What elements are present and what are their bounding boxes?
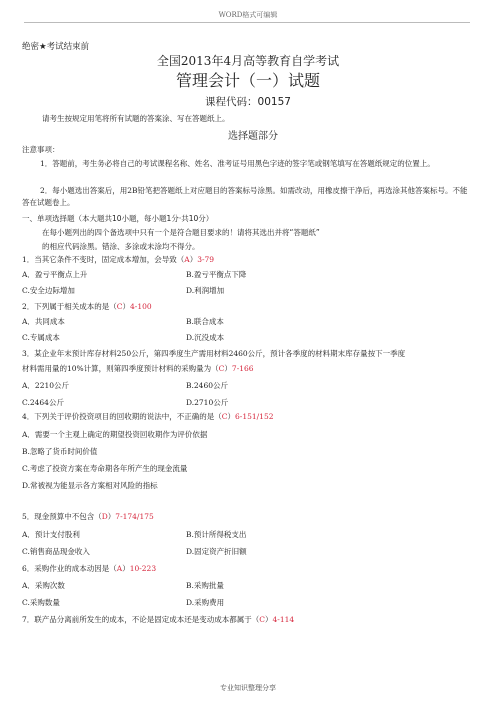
q3-option-c: C.2464公斤 <box>22 398 64 407</box>
notes-title: 注意事项： <box>22 145 60 154</box>
q6-option-b: B.采购批量 <box>186 581 224 590</box>
answer-6: A <box>116 564 123 573</box>
q5-option-c: C.销售商品现金收入 <box>22 547 90 556</box>
q3-option-d: D.2710公斤 <box>186 398 229 407</box>
answer-2: C <box>116 302 123 311</box>
reference-1: 3-79 <box>197 255 215 264</box>
top-secret-label: 绝密★考试结束前 <box>22 42 90 52</box>
q1-option-d: D.利润增加 <box>186 286 225 295</box>
q4-option-a: A．需要一个主观上确定的期望投资回收期作为评价依据 <box>22 430 208 439</box>
q6-option-c: C.采购数量 <box>22 598 60 607</box>
q6-option-d: D.采购费用 <box>186 598 225 607</box>
notice-text: 请考生按规定用笔将所有试题的答案涂、写在答题纸上。 <box>42 114 230 123</box>
q6-option-a: A．采购次数 <box>22 581 65 590</box>
question-4-stem: 4．下列关于评价投资项目的回收期的说法中，不正确的是（C）6-151/152 <box>22 412 274 421</box>
q4-option-c: C.考虑了投资方案在寿命期各年所产生的现金流量 <box>22 464 188 473</box>
question-5-stem: 5．现金预算中不包含（D）7-174/175 <box>22 512 154 521</box>
section-title: 一、单项选择题（本大题共10小题，每小题1分·共10分） <box>22 214 214 223</box>
section-instruction-2: 的相应代码涂黑。错涂、多涂或未涂均不得分。 <box>42 242 200 251</box>
note-1: 1．答题前，考生务必将自己的考试课程名称、姓名、准考证号用黑色字迹的签字笔或钢笔填写在答题纸规定的位置上。 <box>40 159 435 168</box>
q5-option-d: D.固定资产折旧额 <box>186 547 247 556</box>
q2-option-c: C.专属成本 <box>22 333 60 342</box>
q1-option-a: A．盈亏平衡点上升 <box>22 270 88 279</box>
q1-option-c: C.安全边际增加 <box>22 286 75 295</box>
part-title: 选择题部分 <box>228 131 278 142</box>
reference-6: 10-223 <box>129 564 157 573</box>
page-header: WORD格式可编辑 <box>218 11 278 19</box>
q4-option-d: D.常被视为能显示各方案相对风险的指标 <box>22 481 158 490</box>
exam-title: 全国2013年4月高等教育自学考试 <box>156 54 340 68</box>
q5-option-b: B.预计所得税支出 <box>186 530 247 539</box>
page-footer: 专业知识整理分享 <box>220 684 276 692</box>
answer-7: C <box>259 615 266 624</box>
q1-option-b: B.盈亏平衡点下降 <box>186 270 247 279</box>
q3-option-a: A．2210公斤 <box>22 381 70 390</box>
answer-5: D <box>101 512 108 521</box>
course-title: 管理会计（一）试题 <box>175 71 320 90</box>
reference-3: 7-166 <box>231 364 254 373</box>
q2-option-b: B.联合成本 <box>186 317 224 326</box>
question-7-stem: 7．联产品分离前所发生的成本，不论是固定成本还是变动成本都属于（C）4-114 <box>22 615 295 624</box>
answer-1: A <box>184 255 190 264</box>
answer-3: C <box>218 364 225 373</box>
section-instruction-1: 在每小题列出的四个备选项中只有一个是符合题目要求的！请将其选出并将“答题纸” <box>42 228 320 237</box>
question-3-stem-line1: 3．某企业年末预计库存材料250公斤，第四季度生产需用材料2460公斤，预计各季度的材料期末库存量按下一季度 <box>22 349 406 358</box>
reference-4: 6-151/152 <box>235 412 274 421</box>
question-6-stem: 6．采购作业的成本动因是（A）10-223 <box>22 564 157 573</box>
q2-option-d: D.沉没成本 <box>186 333 225 342</box>
note-2: 2．每小题选出答案后，用2B铅笔把答题纸上对应题目的答案标号涂黑。如需改动，用橡皮擦干净后，再选涂其他答案标号。不能答在试题卷上。 <box>22 186 468 207</box>
reference-5: 7-174/175 <box>115 512 154 521</box>
q4-option-b: B.忽略了货币时间价值 <box>22 447 98 456</box>
course-code: 课程代码：00157 <box>205 96 291 108</box>
header-divider <box>24 22 470 23</box>
answer-4: C <box>221 412 228 421</box>
q2-option-a: A．共同成本 <box>22 317 65 326</box>
question-3-stem-line2: 材料需用量的10%计算，则第四季度预计材料的采购量为（C）7-166 <box>22 364 254 373</box>
question-1-stem: 1．当其它条件不变时，固定成本增加，会导致（A）3-79 <box>22 255 215 264</box>
question-2-stem: 2．下列属于相关成本的是（C）4-100 <box>22 302 152 311</box>
reference-2: 4-100 <box>130 302 152 311</box>
q3-option-b: B.2460公斤 <box>186 381 228 390</box>
q5-option-a: A．预计支付股利 <box>22 530 80 539</box>
reference-7: 4-114 <box>272 615 295 624</box>
